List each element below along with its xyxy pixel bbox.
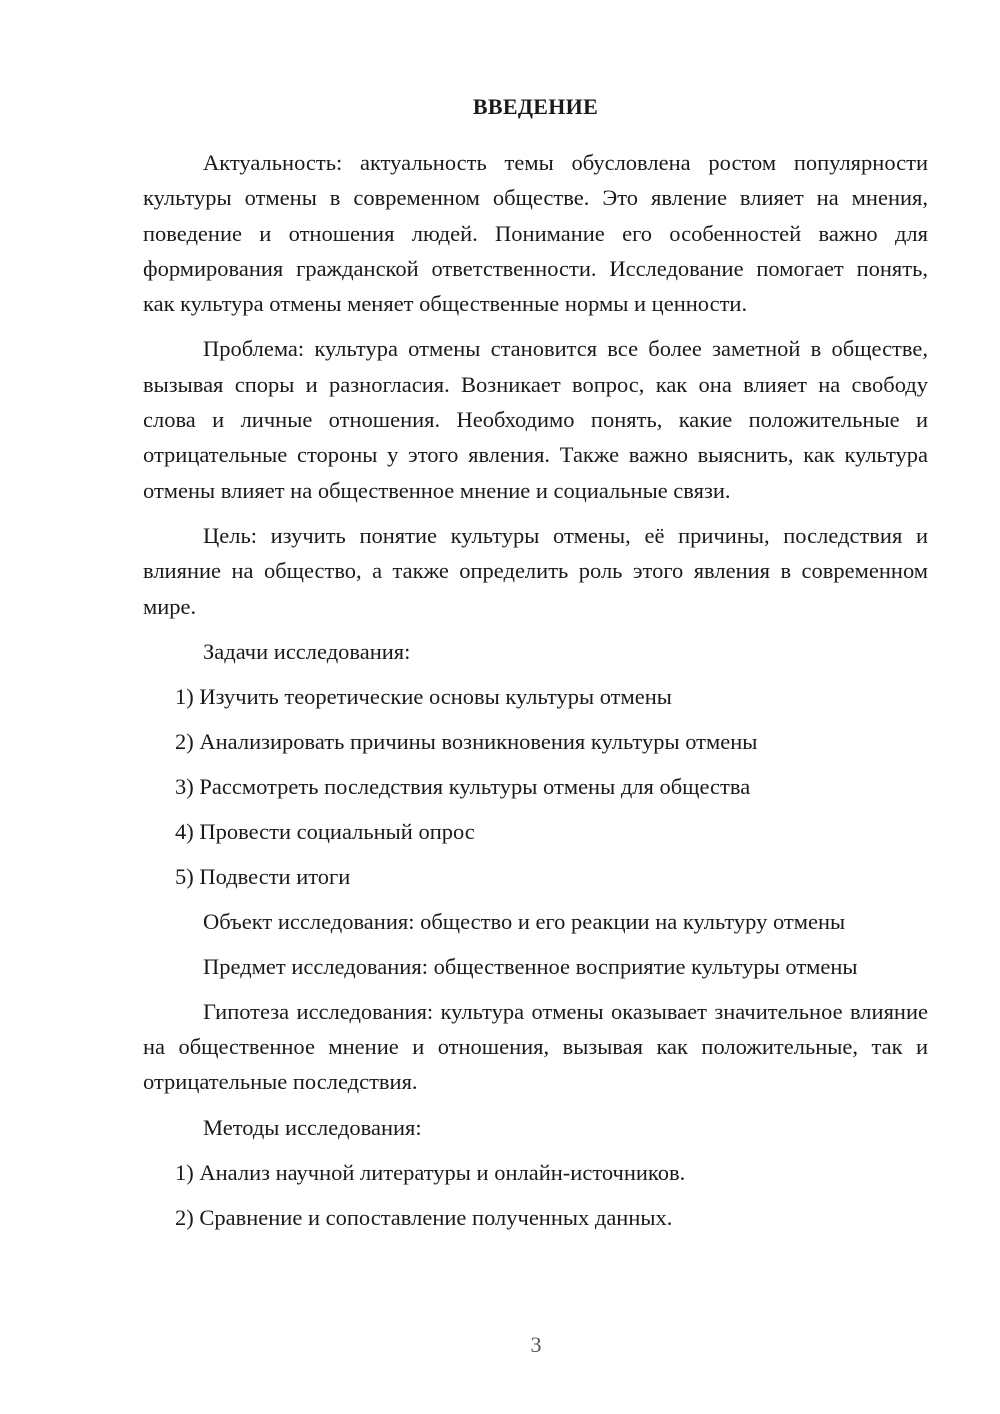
- list-item: 5) Подвести итоги: [175, 863, 351, 889]
- tasks-heading: Задачи исследования:: [203, 638, 411, 664]
- list-item: 4) Провести социальный опрос: [175, 818, 475, 844]
- goal-paragraph: Цель: изучить понятие культуры отмены, её причины, последствия и влияние на общество, а также определить роль этого явления в современном мире.: [143, 522, 928, 619]
- relevance-paragraph: Актуальность: актуальность темы обусловлена ростом популярности культуры отмены в современном обществе. Это явление влияет на мнения, поведение и отношения людей. Понимание его особенностей важно для формирования гражданской ответственности. Исследование помогает понять, как культура отмены меняет общественные нормы и ценности.: [143, 150, 928, 317]
- list-item: 1) Изучить теоретические основы культуры отмены: [175, 683, 672, 709]
- methods-list: [143, 1155, 928, 1235]
- problem-paragraph: Проблема: культура отмены становится все более заметной в обществе, вызывая споры и разногласия. Возникает вопрос, как она влияет на свободу слова и личные отношения. Необходимо понять, какие положительные и отрицательные стороны у этого явления. Также важно выяснить, как культура отмены влияет на общественное мнение и социальные связи.: [143, 336, 928, 503]
- document-page: [143, 92, 928, 1245]
- list-item: 1) Анализ научной литературы и онлайн-источников.: [175, 1159, 686, 1185]
- page-title: ВВЕДЕНИЕ: [472, 94, 599, 119]
- research-subject: Предмет исследования: общественное восприятие культуры отмены: [203, 953, 858, 979]
- list-item: 2) Анализировать причины возникновения культуры отмены: [175, 728, 758, 754]
- methods-heading: Методы исследования:: [203, 1114, 422, 1140]
- list-item: 3) Рассмотреть последствия культуры отмены для общества: [175, 773, 751, 799]
- list-item: 2) Сравнение и сопоставление полученных данных.: [175, 1204, 673, 1230]
- hypothesis-paragraph: Гипотеза исследования: культура отмены оказывает значительное влияние на общественное мнение и отношения, вызывая как положительные, так и отрицательные последствия.: [143, 998, 928, 1095]
- page-number: 3: [530, 1332, 542, 1357]
- research-object: Объект исследования: общество и его реакции на культуру отмены: [203, 908, 846, 934]
- tasks-list: [143, 679, 928, 894]
